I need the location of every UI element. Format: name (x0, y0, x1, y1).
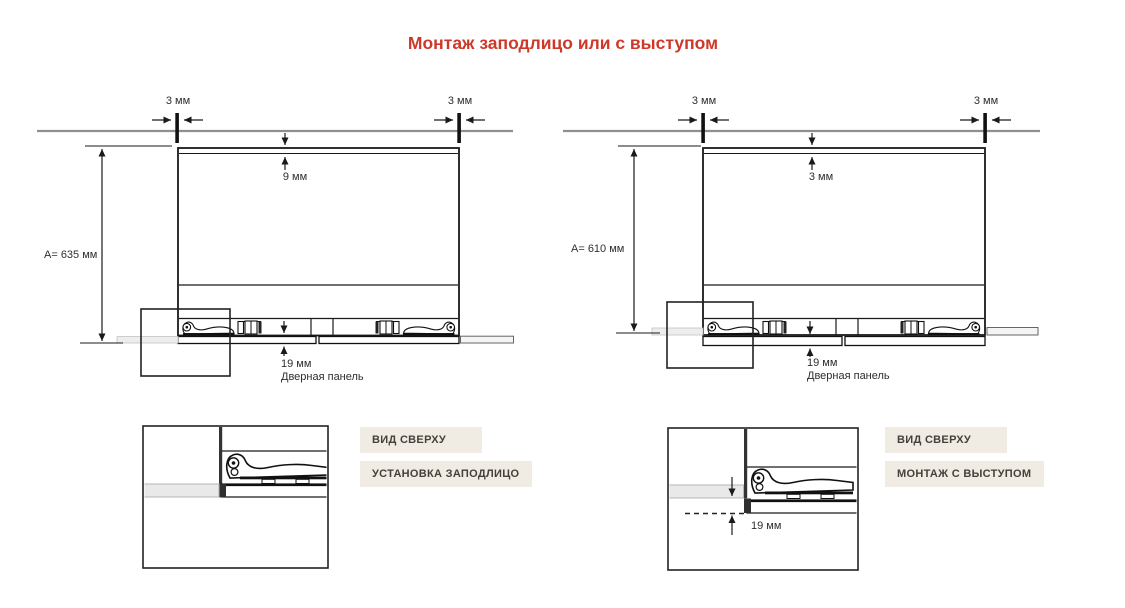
left-view-badge: ВИД СВЕРХУ (360, 427, 482, 453)
right-view-badge: ВИД СВЕРХУ (885, 427, 1007, 453)
right-mode-badge: МОНТАЖ С ВЫСТУПОМ (885, 461, 1044, 487)
right-height-label: A= 610 мм (571, 243, 625, 255)
left-neighbour-front-right (461, 336, 514, 343)
right-neighbour-front-left (652, 328, 703, 335)
left-mode-badge: УСТАНОВКА ЗАПОДЛИЦО (360, 461, 532, 487)
right-side-view-diagram (563, 113, 1040, 368)
right-clearance-right-label: 3 мм (973, 95, 999, 107)
right-top-clearance-label: 3 мм (808, 171, 834, 183)
left-clearance-tick-left (175, 113, 179, 143)
left-top-clearance-label: 9 мм (282, 171, 308, 183)
right-detail-protrusion-label: 19 мм (751, 520, 782, 532)
right-door-panel-right-segment (845, 337, 985, 346)
right-clearance-tick-left (701, 113, 705, 143)
left-appliance-outline (178, 148, 459, 336)
right-panel-thickness-label: 19 мм (807, 357, 838, 369)
left-clearance-right-label: 3 мм (447, 95, 473, 107)
right-top-view-detail (668, 428, 858, 570)
left-detail-cabinet-side (219, 427, 222, 484)
left-top-view-detail (143, 426, 328, 568)
right-door-panel-caption: Дверная панель (807, 370, 890, 382)
left-detail-neighbour-front (144, 484, 219, 497)
left-door-panel-caption: Дверная панель (281, 371, 364, 383)
left-clearance-tick-right (457, 113, 461, 143)
left-door-panel-right-segment (319, 337, 459, 344)
left-door-panel-left-segment (178, 337, 316, 344)
right-clearance-left-label: 3 мм (691, 95, 717, 107)
page-title: Монтаж заподлицо или с выступом (407, 33, 719, 53)
left-height-label: A= 635 мм (44, 249, 98, 261)
left-side-view-diagram (37, 113, 514, 376)
right-neighbour-front-right (987, 328, 1038, 336)
right-clearance-tick-right (983, 113, 987, 143)
right-detail-cabinet-side (744, 429, 747, 499)
left-clearance-left-label: 3 мм (165, 95, 191, 107)
left-neighbour-front-left (117, 337, 178, 344)
left-panel-thickness-label: 19 мм (281, 358, 312, 370)
right-detail-frame (668, 428, 858, 570)
right-appliance-outline (703, 148, 985, 335)
right-door-panel-left-segment (703, 337, 842, 346)
